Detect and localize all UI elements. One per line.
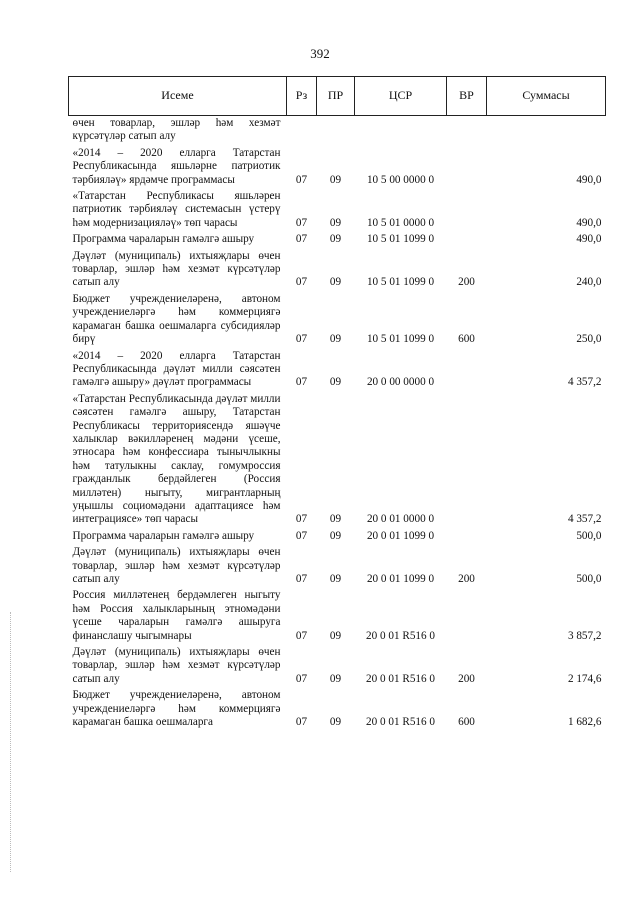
cell-name-text: өчен товарлар, эшләр һәм хезмәт күрсәтүләр сатып алу <box>72 117 281 143</box>
cell-vr: 200 <box>458 672 475 685</box>
cell-name <box>69 645 287 688</box>
cell-csr: 10 5 01 1099 0 <box>366 233 435 246</box>
cell-name-text: «Татарстан Республикасында дәүләт милли сәясәтен гамәлгә ашыру, Татарстан Республикасы территориясендә яшәүче халыклар вәкилләренең мәдәни үсеше, этносара һәм конфессиара тынычлыкны һәм татулыкны саклау, гомумроссия гражданлык бердәйлеген (Россия милләтен) ныгыту, мигрантларның уңышлы социомәдәни адаптациясе һәм интеграциясе» төп чарасы <box>72 392 281 526</box>
cell-pr: 09 <box>329 173 342 186</box>
cell-rz: 07 <box>295 573 308 585</box>
table-row <box>69 249 606 292</box>
header-name: Исеме <box>69 77 287 116</box>
table-row <box>69 588 606 645</box>
cell-vr <box>447 529 487 545</box>
cell-pr: 09 <box>329 233 342 246</box>
cell-pr: 09 <box>329 376 342 389</box>
cell-pr <box>317 116 355 146</box>
cell-rz: 07 <box>295 529 308 542</box>
cell-name <box>69 249 287 292</box>
cell-rz: 07 <box>295 513 308 526</box>
cell-vr: 200 <box>458 276 475 289</box>
cell-vr <box>447 189 487 232</box>
cell-pr: 09 <box>329 276 342 289</box>
cell-rz: 07 <box>295 233 308 246</box>
cell-csr: 20 0 01 R516 0 <box>366 716 435 729</box>
cell-csr: 20 0 01 1099 0 <box>366 573 435 585</box>
header-sum: Суммасы <box>487 77 606 116</box>
cell-name <box>69 116 287 146</box>
cell-vr <box>447 116 487 146</box>
cell-csr: 20 0 01 1099 0 <box>366 529 435 542</box>
table-row <box>69 146 606 189</box>
cell-name-text: Дәүләт (муниципаль) ихтыяҗлары өчен товарлар, эшләр һәм хезмәт күрсәтүләр сатып алу <box>72 646 281 685</box>
cell-pr: 09 <box>329 672 342 685</box>
budget-table <box>68 76 606 731</box>
table-row <box>69 392 606 529</box>
cell-vr: 200 <box>458 573 475 585</box>
cell-name <box>69 232 287 248</box>
cell-sum: 490,0 <box>576 233 602 246</box>
cell-vr <box>447 588 487 645</box>
cell-name-text: Программа чараларын гамәлгә ашыру <box>72 529 255 542</box>
cell-rz: 07 <box>295 376 308 389</box>
table-row <box>69 189 606 232</box>
table-row <box>69 645 606 688</box>
cell-pr: 09 <box>329 629 342 642</box>
table-row <box>69 545 606 588</box>
cell-sum: 2 174,6 <box>567 672 602 685</box>
cell-sum: 250,0 <box>576 333 602 346</box>
cell-csr: 10 5 01 0000 0 <box>366 216 435 229</box>
cell-name <box>69 688 287 731</box>
cell-sum: 4 357,2 <box>567 513 602 526</box>
cell-sum: 4 357,2 <box>567 376 602 389</box>
cell-name-text: Россия милләтенең бердәмлеген ныгыту һәм Россия халыкларының этномәдәни үсеше чараларын гамәлгә ашыруга финанслашу чыгымнары <box>72 589 281 642</box>
cell-name <box>69 392 287 529</box>
table-row <box>69 116 606 146</box>
cell-name <box>69 588 287 645</box>
cell-name-text: «2014 – 2020 елларга Татарстан Республикасында дәүләт милли сәясәтен гамәлгә ашыру» дәүләт программасы <box>72 349 281 389</box>
cell-csr: 20 0 00 0000 0 <box>366 376 435 389</box>
cell-csr: 20 0 01 R516 0 <box>366 672 435 685</box>
cell-sum: 3 857,2 <box>567 629 602 642</box>
cell-vr: 600 <box>458 716 475 729</box>
cell-pr: 09 <box>329 216 342 229</box>
table-row <box>69 292 606 349</box>
cell-pr: 09 <box>329 333 342 346</box>
cell-vr: 600 <box>458 333 475 346</box>
cell-vr <box>447 392 487 529</box>
cell-name-text: Дәүләт (муниципаль) ихтыяҗлары өчен товарлар, эшләр һәм хезмәт күрсәтүләр сатып алу <box>72 249 281 289</box>
cell-rz: 07 <box>295 672 308 685</box>
cell-csr: 20 0 01 R516 0 <box>366 629 435 642</box>
cell-rz: 07 <box>295 716 308 729</box>
cell-sum: 1 682,6 <box>567 716 602 729</box>
margin-scan-marks <box>10 612 13 872</box>
table-row <box>69 688 606 731</box>
cell-csr <box>355 116 447 146</box>
header-pr: ПР <box>317 77 355 116</box>
cell-sum: 500,0 <box>576 573 602 585</box>
cell-pr: 09 <box>329 529 342 542</box>
header-csr: ЦСР <box>355 77 447 116</box>
cell-rz: 07 <box>295 629 308 642</box>
table-row <box>69 529 606 545</box>
cell-rz <box>287 116 317 146</box>
cell-pr: 09 <box>329 573 342 585</box>
cell-sum: 240,0 <box>576 276 602 289</box>
cell-name <box>69 189 287 232</box>
header-vr: ВР <box>447 77 487 116</box>
cell-name <box>69 292 287 349</box>
cell-rz: 07 <box>295 276 308 289</box>
cell-rz: 07 <box>295 333 308 346</box>
cell-rz: 07 <box>295 173 308 186</box>
cell-rz: 07 <box>295 216 308 229</box>
cell-sum: 490,0 <box>576 216 602 229</box>
cell-name-text: Программа чараларын гамәлгә ашыру <box>72 233 255 246</box>
page-number: 392 <box>310 46 330 61</box>
header-rz: Рз <box>287 77 317 116</box>
cell-name <box>69 146 287 189</box>
cell-name-text: «Татарстан Республикасы яшьләрен патриотик тәрбияләү системасын үстерү һәм модернизацияләү» төп чарасы <box>72 190 281 229</box>
cell-csr: 10 5 01 1099 0 <box>366 333 435 346</box>
cell-vr <box>447 146 487 189</box>
table-body <box>69 116 606 732</box>
cell-name-text: «2014 – 2020 елларга Татарстан Республикасында яшьләрне патриотик тәрбияләү» ярдәмче программасы <box>72 146 281 186</box>
cell-pr: 09 <box>329 716 342 729</box>
cell-csr: 20 0 01 0000 0 <box>366 513 435 526</box>
cell-csr: 10 5 00 0000 0 <box>366 173 435 186</box>
cell-name-text: Дәүләт (муниципаль) ихтыяҗлары өчен товарлар, эшләр һәм хезмәт күрсәтүләр сатып алу <box>72 546 281 585</box>
table-header-row <box>69 77 606 116</box>
cell-sum <box>487 116 606 146</box>
cell-csr: 10 5 01 1099 0 <box>366 276 435 289</box>
cell-sum: 500,0 <box>576 529 602 542</box>
cell-vr <box>447 349 487 392</box>
cell-vr <box>447 232 487 248</box>
table-row <box>69 349 606 392</box>
cell-name-text: Бюджет учреждениеләренә, автоном учреждениеләргә һәм коммерциягә карамаган башка оешмаларга <box>72 689 281 729</box>
cell-name <box>69 529 287 545</box>
cell-name-text: Бюджет учреждениеләренә, автоном учреждениеләргә һәм коммерциягә карамаган башка оешмаларга субсидияләр бирү <box>72 292 281 346</box>
table-row <box>69 232 606 248</box>
cell-sum: 490,0 <box>576 173 602 186</box>
cell-pr: 09 <box>329 513 342 526</box>
cell-name <box>69 545 287 588</box>
cell-name <box>69 349 287 392</box>
